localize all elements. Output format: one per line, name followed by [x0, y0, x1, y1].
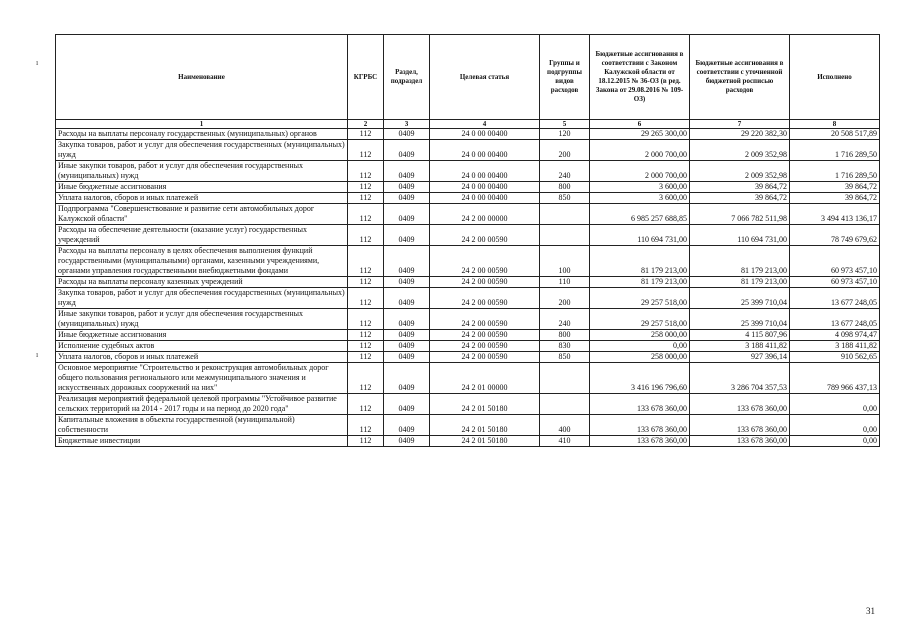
row-name: Исполнение судебных актов	[56, 341, 348, 352]
row-target: 24 2 00 00590	[430, 225, 540, 246]
row-group: 200	[540, 288, 590, 309]
row-executed: 39 864,72	[790, 182, 880, 193]
row-name: Основное мероприятие "Строительство и реконструкция автомобильных дорог общего пользования регионального или межмуниципального значения и искусственных дорожных сооружений на них"	[56, 363, 348, 394]
row-executed: 20 508 517,89	[790, 129, 880, 140]
budget-table	[55, 34, 880, 447]
row-name: Расходы на выплаты персоналу государственных (муниципальных) органов	[56, 129, 348, 140]
row-section: 0409	[384, 246, 430, 277]
row-kgrbs: 112	[348, 140, 384, 161]
row-group	[540, 204, 590, 225]
column-number: 2	[348, 120, 384, 129]
table-row	[56, 288, 880, 309]
table-row	[56, 277, 880, 288]
row-executed: 0,00	[790, 436, 880, 447]
row-kgrbs: 112	[348, 394, 384, 415]
header-name: Наименование	[56, 35, 348, 120]
header-row	[56, 35, 880, 120]
row-assign-updated: 133 678 360,00	[690, 436, 790, 447]
column-number: 8	[790, 120, 880, 129]
row-name: Расходы на выплаты персоналу казенных учреждений	[56, 277, 348, 288]
row-assign-updated: 25 399 710,04	[690, 288, 790, 309]
row-kgrbs: 112	[348, 352, 384, 363]
row-name: Закупка товаров, работ и услуг для обеспечения государственных (муниципальных) нужд	[56, 140, 348, 161]
table-row	[56, 436, 880, 447]
row-section: 0409	[384, 415, 430, 436]
header-kgrbs: КГРБС	[348, 35, 384, 120]
row-name: Уплата налогов, сборов и иных платежей	[56, 352, 348, 363]
row-group: 120	[540, 129, 590, 140]
row-assign-law: 81 179 213,00	[590, 277, 690, 288]
row-kgrbs: 112	[348, 204, 384, 225]
table-row	[56, 330, 880, 341]
row-assign-updated: 29 220 382,30	[690, 129, 790, 140]
row-name: Иные закупки товаров, работ и услуг для обеспечения государственных (муниципальных) нужд	[56, 161, 348, 182]
row-assign-updated: 7 066 782 511,98	[690, 204, 790, 225]
table-row	[56, 193, 880, 204]
row-target: 24 0 00 00400	[430, 161, 540, 182]
column-number: 5	[540, 120, 590, 129]
row-section: 0409	[384, 161, 430, 182]
row-target: 24 0 00 00400	[430, 129, 540, 140]
row-kgrbs: 112	[348, 277, 384, 288]
row-group: 800	[540, 330, 590, 341]
row-group: 100	[540, 246, 590, 277]
table-row	[56, 246, 880, 277]
row-assign-updated: 4 115 807,96	[690, 330, 790, 341]
row-target: 24 2 00 00590	[430, 277, 540, 288]
row-executed: 910 562,65	[790, 352, 880, 363]
row-kgrbs: 112	[348, 225, 384, 246]
page-number: 31	[866, 606, 875, 616]
row-assign-updated: 2 009 352,98	[690, 161, 790, 182]
row-assign-updated: 39 864,72	[690, 193, 790, 204]
row-assign-law: 3 600,00	[590, 182, 690, 193]
row-group	[540, 394, 590, 415]
column-number-row	[56, 120, 880, 129]
row-executed: 78 749 679,62	[790, 225, 880, 246]
row-executed: 0,00	[790, 415, 880, 436]
margin-mark: ı	[36, 350, 39, 359]
row-name: Иные бюджетные ассигнования	[56, 330, 348, 341]
row-executed: 0,00	[790, 394, 880, 415]
row-kgrbs: 112	[348, 193, 384, 204]
row-assign-law: 133 678 360,00	[590, 415, 690, 436]
row-assign-updated: 3 286 704 357,53	[690, 363, 790, 394]
row-executed: 60 973 457,10	[790, 277, 880, 288]
row-assign-law: 29 257 518,00	[590, 288, 690, 309]
table-row	[56, 309, 880, 330]
row-executed: 39 864,72	[790, 193, 880, 204]
row-kgrbs: 112	[348, 309, 384, 330]
row-assign-law: 6 985 257 688,85	[590, 204, 690, 225]
row-executed: 13 677 248,05	[790, 288, 880, 309]
row-assign-updated: 927 396,14	[690, 352, 790, 363]
row-target: 24 0 00 00400	[430, 140, 540, 161]
row-executed: 789 966 437,13	[790, 363, 880, 394]
row-target: 24 2 01 50180	[430, 436, 540, 447]
row-assign-law: 2 000 700,00	[590, 161, 690, 182]
row-assign-law: 29 265 300,00	[590, 129, 690, 140]
row-section: 0409	[384, 182, 430, 193]
row-group: 400	[540, 415, 590, 436]
table-row	[56, 140, 880, 161]
row-section: 0409	[384, 277, 430, 288]
row-group: 830	[540, 341, 590, 352]
header-section: Раздел, подраздел	[384, 35, 430, 120]
row-section: 0409	[384, 140, 430, 161]
row-kgrbs: 112	[348, 182, 384, 193]
row-executed: 3 188 411,82	[790, 341, 880, 352]
row-assign-updated: 133 678 360,00	[690, 394, 790, 415]
row-group: 110	[540, 277, 590, 288]
row-name: Иные закупки товаров, работ и услуг для обеспечения государственных (муниципальных) нужд	[56, 309, 348, 330]
row-group	[540, 363, 590, 394]
table-row	[56, 352, 880, 363]
row-group: 200	[540, 140, 590, 161]
row-target: 24 2 01 50180	[430, 415, 540, 436]
row-assign-law: 29 257 518,00	[590, 309, 690, 330]
row-group: 850	[540, 352, 590, 363]
row-kgrbs: 112	[348, 129, 384, 140]
row-section: 0409	[384, 288, 430, 309]
row-assign-law: 258 000,00	[590, 330, 690, 341]
row-assign-law: 3 416 196 796,60	[590, 363, 690, 394]
row-section: 0409	[384, 363, 430, 394]
row-kgrbs: 112	[348, 330, 384, 341]
row-assign-law: 133 678 360,00	[590, 394, 690, 415]
row-section: 0409	[384, 204, 430, 225]
row-target: 24 2 00 00590	[430, 288, 540, 309]
row-group: 800	[540, 182, 590, 193]
row-kgrbs: 112	[348, 341, 384, 352]
row-section: 0409	[384, 225, 430, 246]
row-group: 240	[540, 161, 590, 182]
header-executed: Исполнено	[790, 35, 880, 120]
table-row	[56, 161, 880, 182]
row-name: Расходы на обеспечение деятельности (оказание услуг) государственных учреждений	[56, 225, 348, 246]
row-name: Бюджетные инвестиции	[56, 436, 348, 447]
row-assign-updated: 81 179 213,00	[690, 246, 790, 277]
table-row	[56, 225, 880, 246]
row-assign-law: 81 179 213,00	[590, 246, 690, 277]
row-kgrbs: 112	[348, 363, 384, 394]
row-section: 0409	[384, 436, 430, 447]
table-row	[56, 415, 880, 436]
row-kgrbs: 112	[348, 288, 384, 309]
row-section: 0409	[384, 330, 430, 341]
row-target: 24 2 00 00590	[430, 341, 540, 352]
row-name: Подпрограмма "Совершенствование и развитие сети автомобильных дорог Калужской области"	[56, 204, 348, 225]
row-section: 0409	[384, 352, 430, 363]
row-executed: 60 973 457,10	[790, 246, 880, 277]
row-target: 24 2 00 00590	[430, 246, 540, 277]
table-row	[56, 341, 880, 352]
table-row	[56, 363, 880, 394]
row-target: 24 0 00 00400	[430, 193, 540, 204]
row-assign-law: 0,00	[590, 341, 690, 352]
table-row	[56, 204, 880, 225]
row-section: 0409	[384, 341, 430, 352]
row-assign-law: 258 000,00	[590, 352, 690, 363]
row-target: 24 0 00 00400	[430, 182, 540, 193]
column-number: 7	[690, 120, 790, 129]
header-groups: Группы и подгруппы видов расходов	[540, 35, 590, 120]
row-target: 24 2 00 00590	[430, 309, 540, 330]
row-kgrbs: 112	[348, 436, 384, 447]
row-section: 0409	[384, 193, 430, 204]
row-assign-updated: 3 188 411,82	[690, 341, 790, 352]
row-executed: 13 677 248,05	[790, 309, 880, 330]
row-assign-updated: 81 179 213,00	[690, 277, 790, 288]
row-name: Иные бюджетные ассигнования	[56, 182, 348, 193]
row-assign-law: 3 600,00	[590, 193, 690, 204]
row-executed: 4 098 974,47	[790, 330, 880, 341]
column-number: 1	[56, 120, 348, 129]
row-assign-law: 133 678 360,00	[590, 436, 690, 447]
header-assign-updated: Бюджетные ассигнования в соответствии с уточненной бюджетной росписью расходов	[690, 35, 790, 120]
row-section: 0409	[384, 394, 430, 415]
table-row	[56, 129, 880, 140]
row-target: 24 2 00 00590	[430, 330, 540, 341]
row-group: 240	[540, 309, 590, 330]
row-group: 850	[540, 193, 590, 204]
row-group	[540, 225, 590, 246]
row-kgrbs: 112	[348, 246, 384, 277]
row-executed: 3 494 413 136,17	[790, 204, 880, 225]
row-assign-updated: 2 009 352,98	[690, 140, 790, 161]
row-name: Закупка товаров, работ и услуг для обеспечения государственных (муниципальных) нужд	[56, 288, 348, 309]
table-row	[56, 394, 880, 415]
row-executed: 1 716 289,50	[790, 140, 880, 161]
column-number: 3	[384, 120, 430, 129]
row-target: 24 2 00 00000	[430, 204, 540, 225]
row-name: Расходы на выплаты персоналу в целях обеспечения выполнения функций государственными (муниципальными) органами, казенными учреждениями, органами управления государственными внебюджетными фондами	[56, 246, 348, 277]
row-assign-law: 2 000 700,00	[590, 140, 690, 161]
row-kgrbs: 112	[348, 161, 384, 182]
row-assign-law: 110 694 731,00	[590, 225, 690, 246]
row-kgrbs: 112	[348, 415, 384, 436]
row-section: 0409	[384, 129, 430, 140]
row-target: 24 2 00 00590	[430, 352, 540, 363]
table-row	[56, 182, 880, 193]
row-name: Реализация мероприятий федеральной целевой программы "Устойчивое развитие сельских территорий на 2014 - 2017 годы и на период до 2020 года"	[56, 394, 348, 415]
row-name: Уплата налогов, сборов и иных платежей	[56, 193, 348, 204]
row-name: Капитальные вложения в объекты государственной (муниципальной) собственности	[56, 415, 348, 436]
row-assign-updated: 110 694 731,00	[690, 225, 790, 246]
margin-mark: ı	[36, 58, 39, 67]
row-target: 24 2 01 50180	[430, 394, 540, 415]
row-group: 410	[540, 436, 590, 447]
row-assign-updated: 39 864,72	[690, 182, 790, 193]
column-number: 4	[430, 120, 540, 129]
row-section: 0409	[384, 309, 430, 330]
row-assign-updated: 133 678 360,00	[690, 415, 790, 436]
row-target: 24 2 01 00000	[430, 363, 540, 394]
header-assign-law: Бюджетные ассигнования в соответствии с Законом Калужской области от 18.12.2015 № 36-ОЗ (в ред. Закона от 29.08.2016 № 109-ОЗ)	[590, 35, 690, 120]
row-executed: 1 716 289,50	[790, 161, 880, 182]
column-number: 6	[590, 120, 690, 129]
row-assign-updated: 25 399 710,04	[690, 309, 790, 330]
header-target: Целевая статья	[430, 35, 540, 120]
